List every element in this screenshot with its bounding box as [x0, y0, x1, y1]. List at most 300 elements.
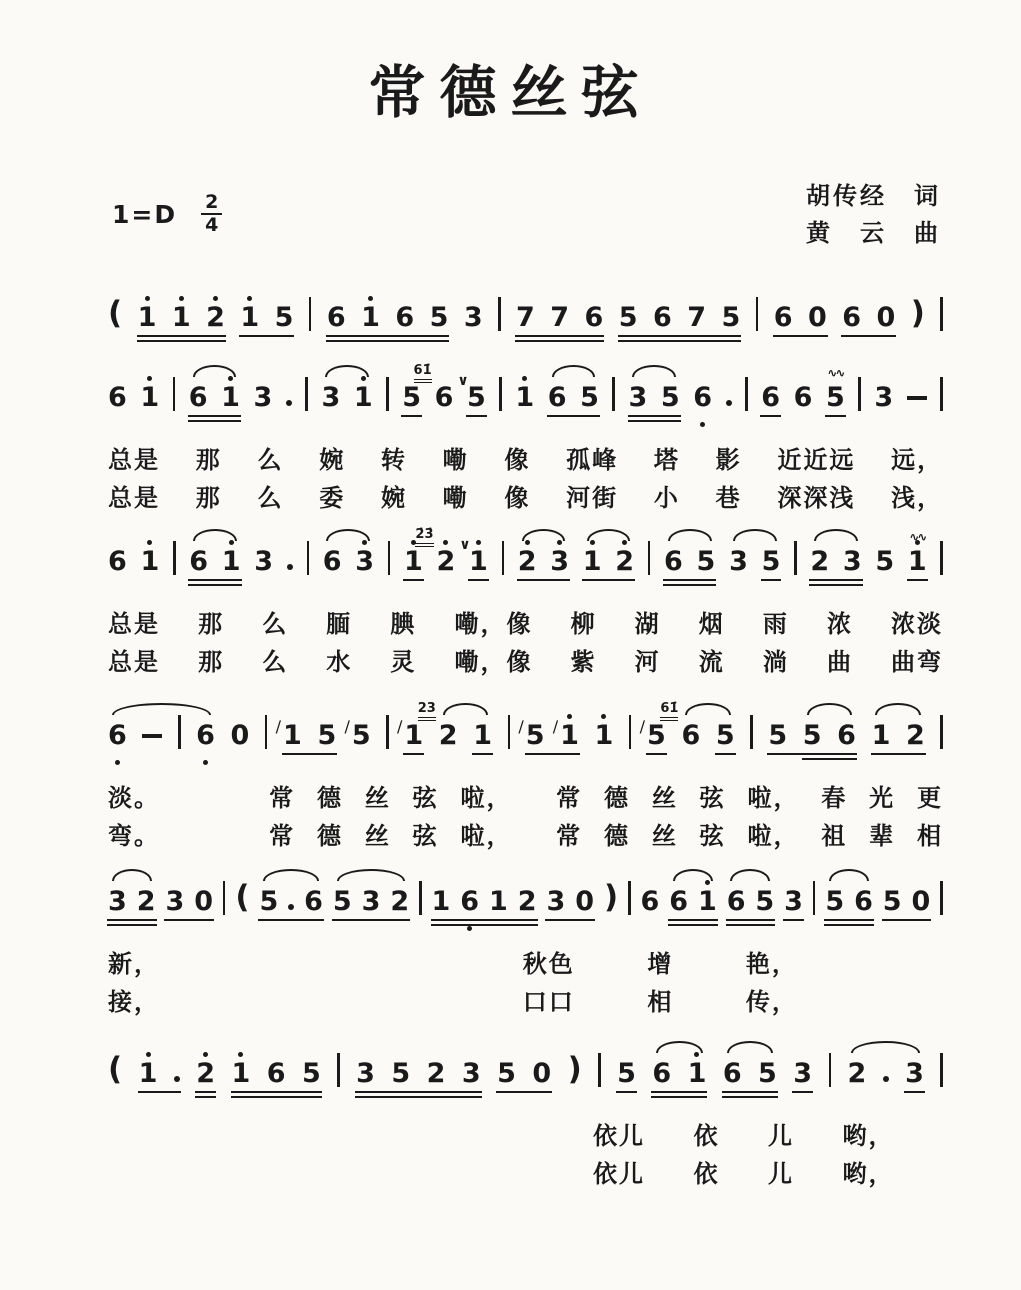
beam-line: [651, 1091, 707, 1093]
composer-credit: 黄 云 曲: [806, 220, 941, 247]
lyric-syllable: 秋色: [522, 951, 575, 978]
meter-numerator: 2: [201, 192, 222, 215]
note-digit: 3: [321, 382, 341, 413]
grace-note: 23: [418, 702, 436, 721]
beam-line: [882, 919, 932, 921]
lyric-syllable: 辈: [869, 823, 896, 850]
beam-line: [628, 420, 681, 422]
lyric-syllable: 那: [198, 649, 225, 676]
note-digit: 5: [660, 382, 680, 413]
lyric-syllable: 光: [869, 785, 896, 812]
lyric-syllable: 德: [317, 823, 343, 850]
slide-mark-icon: ∕: [275, 717, 282, 736]
beam-line: [332, 919, 410, 921]
lyric-syllable: 柳: [570, 611, 597, 638]
note-digit: 6: [842, 302, 862, 333]
barline: [173, 541, 176, 575]
beam-line: [668, 924, 718, 926]
note-digit: 5: [466, 382, 486, 413]
lyric-row: [108, 1155, 943, 1188]
notation-row: [108, 866, 943, 940]
lyric-syllable: 么: [262, 611, 289, 638]
lyric-syllable: 么: [257, 447, 284, 474]
note-digit: 3: [842, 546, 862, 577]
notation-system: [108, 866, 943, 1016]
note-digit: 6 ∨ 61̇: [413, 363, 469, 413]
slur-arc: [730, 869, 770, 881]
octave-dot-high-icon: [146, 1052, 151, 1057]
lyric-syllable: 远，: [891, 447, 944, 474]
slur-arc: [673, 869, 713, 881]
lyric-syllable: 总是: [108, 447, 160, 474]
lyric-syllable: 常: [556, 823, 583, 850]
octave-dot-high-icon: [145, 296, 150, 301]
note-digit: 3: [546, 886, 566, 917]
barline: [648, 541, 651, 575]
augmentation-dot: [174, 1076, 180, 1082]
note-digit: 3: [784, 886, 803, 917]
slur-arc: [552, 365, 596, 377]
note-digit: 1: [469, 548, 488, 575]
note-digit: 7: [687, 302, 707, 333]
note-digit: 5: [618, 302, 638, 333]
rest-zero: 0: [807, 302, 827, 333]
beam-line: [195, 1091, 216, 1093]
note-digit: 1 ∿∿: [908, 548, 927, 575]
barline: [940, 715, 943, 749]
slur-arc: [193, 529, 237, 541]
notation-system: [108, 282, 943, 356]
lyric-syllable: 更: [916, 785, 943, 812]
notation-row: [108, 362, 943, 436]
barline: [629, 715, 632, 749]
lyric-syllable: 嘞: [442, 485, 469, 512]
lyric-syllable: 啦，: [460, 823, 513, 850]
note-digit: 1: [354, 384, 373, 411]
beam-line: [841, 335, 896, 337]
lyric-syllable: 弯。: [108, 823, 160, 850]
note-digit: 5: [391, 1058, 411, 1089]
beam-line: [651, 1096, 707, 1098]
octave-dot-low-icon: [467, 926, 472, 931]
slur-arc: [193, 365, 237, 377]
score-body: [108, 282, 943, 1188]
lyric-syllable: 么: [262, 649, 289, 676]
notation-row: [108, 526, 943, 600]
lyric-syllable: 孤峰: [566, 447, 619, 474]
lyric-syllable: 婉: [380, 485, 407, 512]
note-digit: 6: [460, 888, 479, 915]
duration-dash: [907, 396, 927, 400]
rest-zero: 0: [911, 886, 931, 917]
note-digit: 5: [580, 382, 599, 413]
slide-mark-icon: ∕: [344, 717, 350, 736]
octave-dot-high-icon: [147, 376, 152, 381]
lyric-syllable: 灵: [390, 649, 417, 676]
note-digit: 6: [547, 382, 567, 413]
note-digit: 1: [871, 720, 891, 751]
octave-dot-high-icon: [179, 296, 184, 301]
lyricist-credit: 胡传经 词: [806, 183, 941, 210]
beam-line: [824, 919, 874, 921]
lyric-syllable: 那: [195, 447, 222, 474]
grace-note: 61̇: [660, 702, 678, 721]
beam-line: [403, 579, 424, 581]
note-digit: 5: [259, 886, 279, 917]
octave-dot-high-icon: [203, 1052, 208, 1057]
note-digit: 2: [390, 886, 410, 917]
beam-line: [188, 584, 241, 586]
lyric-syllable: 河街: [566, 485, 619, 512]
barline: [628, 881, 631, 915]
lyric-syllable: 依儿: [593, 1161, 645, 1188]
lyric-syllable: 近近远: [777, 447, 856, 474]
lyric-syllable: 么: [257, 485, 284, 512]
lyric-syllable: 巷: [715, 485, 742, 512]
beam-line: [258, 919, 323, 921]
barline: [419, 881, 422, 915]
beam-line: [802, 758, 857, 760]
lyric-syllable: 腆: [390, 611, 417, 638]
lyric-syllable: 水: [326, 649, 353, 676]
lyric-syllable: 流: [698, 649, 725, 676]
lyric-row: [108, 479, 943, 512]
note-digit: 6: [652, 1058, 672, 1089]
note-digit: 2: [615, 548, 634, 575]
beam-line: [496, 1091, 552, 1093]
beam-line: [195, 1096, 216, 1098]
barline: [940, 1053, 943, 1087]
lyric-syllable: 啦，: [747, 785, 800, 812]
breath-mark-icon: ∨: [459, 537, 471, 553]
note-digit: 5: [301, 1058, 321, 1089]
note-digit: 5: [317, 720, 337, 751]
lyric-syllable: 雨: [762, 611, 789, 638]
beam-line: [525, 753, 580, 755]
slur-arc: [263, 869, 319, 881]
notation-system: [108, 700, 943, 850]
note-digit: 3: [793, 1058, 813, 1089]
octave-dot-high-icon: [567, 714, 572, 719]
parenthesis: (: [108, 1051, 123, 1087]
lyric-row: [108, 605, 943, 638]
lyric-syllable: 春: [821, 785, 848, 812]
beam-line: [825, 415, 846, 417]
lyric-row: [108, 441, 943, 474]
note-digit: 5: [721, 302, 741, 333]
barline: [813, 881, 816, 915]
note-digit: 5: [755, 886, 775, 917]
parenthesis: (: [235, 879, 250, 915]
note-digit: 6: [196, 722, 215, 749]
lyric-syllable: 依: [693, 1123, 720, 1150]
lyric-syllable: 总是: [108, 485, 160, 512]
barline: [173, 377, 176, 411]
note-digit: 1: [595, 722, 614, 749]
beam-line: [907, 579, 928, 581]
beam-line: [809, 584, 862, 586]
barline: [940, 881, 943, 915]
barline: [498, 297, 501, 331]
lyric-syllable: 相: [647, 989, 674, 1016]
note-digit: 6: [664, 546, 683, 577]
beam-line: [137, 335, 226, 337]
sheet-page: [0, 58, 1021, 1290]
augmentation-dot: [726, 400, 732, 406]
beam-line: [468, 579, 489, 581]
slur-arc: [337, 869, 406, 881]
meter-denominator: 4: [205, 214, 219, 236]
lyric-syllable: 塔: [653, 447, 680, 474]
beam-line: [715, 753, 736, 755]
octave-dot-high-icon: [522, 376, 527, 381]
note-digit: 6: [326, 302, 346, 333]
note-digit: 3: [254, 546, 274, 577]
lyric-syllable: 啦，: [460, 785, 513, 812]
barline: [745, 377, 748, 411]
barline: [598, 1053, 601, 1087]
lyric-syllable: 嘞: [442, 447, 469, 474]
note-digit: 6: [108, 382, 127, 413]
beam-line: [773, 335, 828, 337]
barline: [794, 541, 797, 575]
lyric-syllable: 哟，: [842, 1161, 895, 1188]
beam-line: [722, 1091, 778, 1093]
note-digit: 1: [698, 888, 717, 915]
beam-line: [618, 335, 742, 337]
note-digit: 6: [584, 302, 604, 333]
beam-line: [401, 415, 422, 417]
note-digit: 5: [429, 302, 449, 333]
note-digit: 5: [715, 720, 735, 751]
lyric-syllable: 啦，: [747, 823, 800, 850]
barline: [502, 541, 505, 575]
beam-line: [138, 1091, 181, 1093]
note-digit: 6: [640, 886, 660, 917]
slur-arc: [443, 703, 489, 715]
lyric-syllable: 弦: [412, 785, 439, 812]
beam-line: [107, 919, 157, 921]
slur-arc: [522, 529, 566, 541]
lyric-syllable: 像: [504, 447, 531, 474]
note-digit: 1: [515, 384, 534, 411]
slide-mark-icon: ∕: [552, 717, 559, 736]
barline: [223, 881, 226, 915]
beam-line: [668, 919, 718, 921]
slide-mark-icon: ∕: [396, 717, 403, 736]
note-digit: 1: [240, 304, 259, 331]
parenthesis: ): [567, 1051, 582, 1087]
note-digit: 2: [426, 1058, 446, 1089]
beam-line: [904, 1091, 925, 1093]
note-digit: 1: [140, 384, 159, 411]
lyric-syllable: 德: [317, 785, 343, 812]
lyric-syllable: 相: [916, 823, 943, 850]
beam-line: [231, 1091, 322, 1093]
lyric-syllable: 淡。: [108, 785, 160, 812]
lyric-syllable: 总是: [108, 649, 160, 676]
tremolo-mark-icon: ∿∿: [827, 366, 844, 380]
barline: [750, 715, 753, 749]
note-digit: 6: [669, 886, 689, 917]
lyric-row: [108, 779, 943, 812]
beam-line: [239, 335, 294, 337]
lyric-syllable: 总是: [108, 611, 160, 638]
beam-line: [188, 579, 241, 581]
lyric-syllable: 常: [269, 823, 296, 850]
note-digit: 6: [322, 546, 342, 577]
barline: [309, 297, 312, 331]
beam-line: [188, 415, 241, 417]
note-digit: 6: [761, 382, 781, 413]
note-digit: 3: [108, 886, 127, 917]
key-time-signature: [112, 192, 222, 236]
beam-line: [761, 579, 782, 581]
lyric-syllable: 传，: [745, 989, 798, 1016]
note-digit: 1: [139, 1060, 158, 1087]
note-digit: 6: [854, 886, 873, 917]
notation-system: [108, 362, 943, 512]
beam-line: [282, 753, 337, 755]
barline: [386, 715, 389, 749]
note-digit: 5 ∕: [526, 722, 545, 749]
lyric-syllable: 德: [603, 823, 630, 850]
lyric-syllable: 那: [195, 485, 222, 512]
note-digit: 1: [361, 304, 380, 331]
note-digit: 3: [905, 1058, 924, 1089]
slur-arc: [807, 703, 853, 715]
note-digit: 3: [463, 302, 483, 333]
slur-arc: [656, 1041, 703, 1053]
rest-zero: 0: [194, 886, 213, 917]
credits: [806, 178, 941, 252]
beam-line: [618, 340, 742, 342]
note-digit: 5 ∕: [352, 722, 371, 749]
lyric-syllable: 新，: [108, 951, 160, 978]
lyric-syllable: 弦: [412, 823, 439, 850]
note-digit: 6: [722, 1058, 742, 1089]
lyric-syllable: 儿: [768, 1123, 794, 1150]
lyric-row: [108, 817, 943, 850]
octave-dot-high-icon: [601, 714, 606, 719]
octave-dot-high-icon: [213, 296, 218, 301]
lyric-syllable: 嘞，像: [454, 611, 533, 638]
notation-system: [108, 1038, 943, 1188]
lyric-syllable: 转: [380, 447, 407, 474]
barline: [858, 377, 861, 411]
slur-arc: [814, 529, 858, 541]
beam-line: [326, 335, 450, 337]
note-digit: 6 61̇: [660, 701, 701, 751]
barline: [940, 541, 943, 575]
beam-line: [472, 753, 493, 755]
notation-row: [108, 1038, 943, 1112]
beam-line: [792, 1091, 813, 1093]
barline: [388, 541, 391, 575]
lyric-syllable: 丝: [651, 823, 678, 850]
note-digit: 1: [688, 1060, 707, 1087]
lyric-syllable: 小: [653, 485, 680, 512]
note-digit: 6: [189, 546, 209, 577]
barline: [940, 297, 943, 331]
note-digit: 5: [758, 1058, 777, 1089]
barline: [337, 1053, 340, 1087]
octave-dot-high-icon: [476, 540, 481, 545]
beam-line: [616, 1091, 637, 1093]
parenthesis: ): [603, 879, 619, 915]
lyric-syllable: 深深浅: [777, 485, 856, 512]
note-digit: 1: [232, 1060, 251, 1087]
beam-line: [515, 335, 604, 337]
barline: [499, 377, 502, 411]
note-digit: 5: [617, 1058, 636, 1089]
lyric-syllable: 依儿: [593, 1123, 645, 1150]
note-digit: 5: [802, 720, 822, 751]
note-digit: 1: [489, 886, 508, 917]
note-digit: 1: [404, 548, 423, 575]
slur-arc: [851, 1041, 920, 1053]
beam-line: [107, 924, 157, 926]
barline: [829, 1053, 832, 1087]
barline: [756, 297, 759, 331]
octave-dot-low-icon: [203, 760, 208, 765]
beam-line: [431, 924, 538, 926]
lyric-syllable: 浓: [826, 611, 853, 638]
octave-dot-high-icon: [443, 540, 448, 545]
tremolo-mark-icon: ∿∿: [909, 530, 926, 544]
beam-line: [760, 415, 781, 417]
note-digit: 5: [825, 886, 845, 917]
note-digit: 3: [361, 886, 381, 917]
note-digit: 1: [431, 886, 451, 917]
note-digit: 6: [188, 382, 208, 413]
lyric-syllable: 祖: [821, 823, 848, 850]
barline: [178, 715, 181, 749]
note-digit: 1 ∕: [404, 722, 423, 749]
slur-arc: [326, 529, 370, 541]
beam-line: [663, 579, 716, 581]
barline: [386, 377, 389, 411]
barline: [307, 541, 310, 575]
lyric-syllable: 哟，: [842, 1123, 895, 1150]
slur-arc: [733, 529, 777, 541]
beam-line: [431, 919, 538, 921]
lyric-syllable: 委: [319, 485, 346, 512]
beam-line: [355, 1091, 482, 1093]
rest-zero: 0: [876, 302, 896, 333]
lyric-syllable: 曲: [826, 649, 853, 676]
beam-line: [726, 924, 776, 926]
note-digit: 2: [196, 1060, 215, 1087]
lyric-syllable: 常: [269, 785, 296, 812]
slur-arc: [668, 529, 712, 541]
beam-line: [783, 919, 804, 921]
barline: [305, 377, 308, 411]
lyric-syllable: 河: [634, 649, 661, 676]
note-digit: 6: [395, 302, 415, 333]
note-digit: 1: [583, 548, 602, 575]
lyric-syllable: 紫: [570, 649, 597, 676]
note-digit: 2: [847, 1058, 867, 1089]
barline: [265, 715, 268, 749]
note-digit: 6: [693, 384, 712, 411]
lyric-syllable: 口口: [522, 989, 575, 1016]
beam-line: [164, 919, 214, 921]
slur-arc: [587, 529, 631, 541]
lyric-row: [108, 945, 943, 978]
note-digit: 5 ∕: [647, 722, 666, 749]
octave-dot-high-icon: [247, 296, 252, 301]
